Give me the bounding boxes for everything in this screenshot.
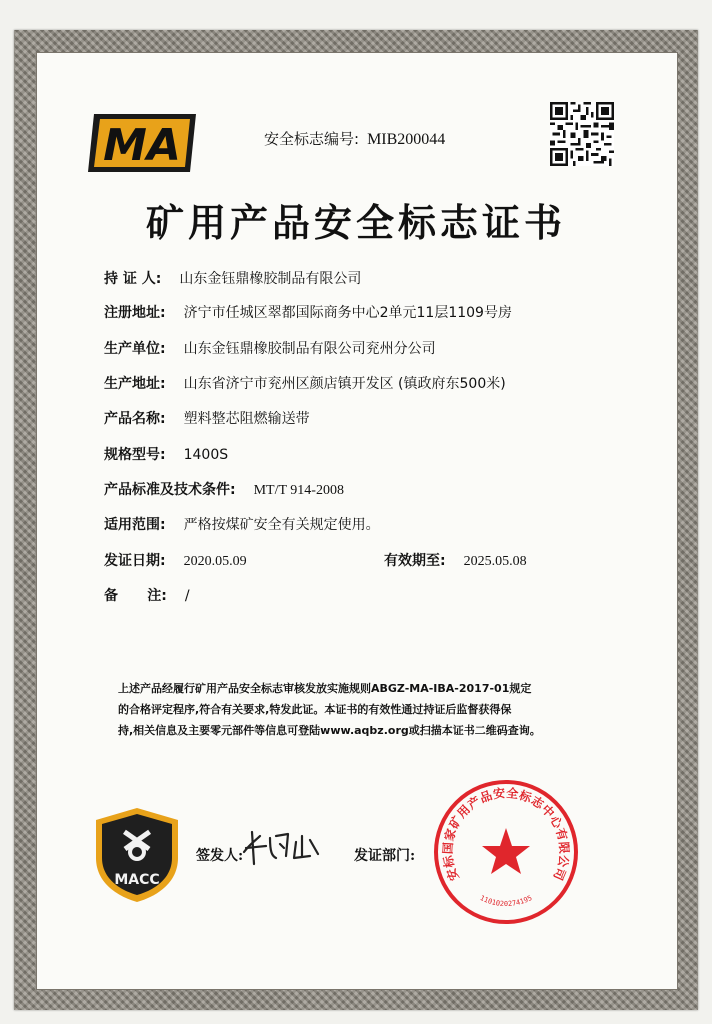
notice-line-3: 持,相关信息及主要零元部件等信息可登陆www.aqbz.org或扫描本证书二维码查询。: [118, 724, 541, 737]
production-address-row: [104, 373, 506, 393]
scope-label: 适用范围:: [104, 517, 166, 533]
producer-value: 山东金钰鼎橡胶制品有限公司兖州分公司: [183, 341, 436, 357]
issuing-dept-label: 发证部门:: [354, 848, 416, 864]
signer-label: 签发人:: [196, 848, 244, 864]
official-red-seal: [430, 776, 582, 928]
producer-label: 生产单位:: [104, 341, 166, 357]
holder-label: 持 证 人:: [104, 271, 162, 287]
cert-no-value: MIB200044: [367, 131, 446, 148]
prod-addr-value: 山东省济宁市兖州区颜店镇开发区 (镇政府东500米): [183, 376, 506, 392]
product-name-row: [104, 408, 310, 428]
standard-label: 产品标准及技术条件:: [104, 482, 236, 498]
producer-row: [104, 338, 436, 358]
macc-shield-logo: [94, 806, 180, 904]
registered-address-row: [104, 302, 512, 322]
qr-code-icon: [550, 102, 614, 166]
ma-logo: [86, 112, 198, 174]
product-value: 塑料整芯阻燃输送带: [183, 411, 310, 427]
prod-addr-label: 生产地址:: [104, 376, 166, 392]
valid-until-row: [384, 550, 527, 570]
signature: [236, 822, 328, 870]
standard-row: [104, 479, 344, 499]
certificate-notice: [118, 678, 650, 741]
certificate-number: [264, 128, 445, 149]
remark-value: /: [184, 588, 190, 604]
product-label: 产品名称:: [104, 411, 166, 427]
macc-text: MACC: [114, 872, 160, 888]
seal-text: 安标国家矿用产品安全标志中心有限公司: [440, 785, 572, 883]
notice-line-2: 的合格评定程序,符合有关要求,特发此证。本证书的有效性通过持证后监督获得保: [118, 703, 512, 716]
remark-row: [104, 585, 190, 605]
issue-date-row: [104, 550, 247, 570]
remark-label: 备 注:: [104, 588, 167, 604]
valid-until-label: 有效期至:: [384, 553, 446, 569]
notice-line-1: 上述产品经履行矿用产品安全标志审核发放实施规则ABGZ-MA-IBA-2017-01规定: [118, 682, 532, 695]
issue-date-label: 发证日期:: [104, 553, 166, 569]
valid-until-value: 2025.05.08: [463, 554, 527, 569]
cert-no-label: 安全标志编号:: [264, 130, 360, 148]
standard-value: MT/T 914-2008: [253, 483, 344, 498]
certificate-title: 矿用产品安全标志证书: [145, 200, 566, 245]
model-row: [104, 444, 228, 464]
scope-value: 严格按煤矿安全有关规定使用。: [183, 517, 380, 533]
holder-value: 山东金钰鼎橡胶制品有限公司: [179, 271, 362, 287]
issue-date-value: 2020.05.09: [183, 554, 247, 569]
scope-row: [104, 514, 380, 534]
model-value: 1400S: [183, 447, 229, 463]
seal-number: 1101020274195: [478, 894, 534, 909]
reg-addr-value: 济宁市任城区翠都国际商务中心2单元11层1109号房: [183, 305, 512, 321]
holder-row: [104, 268, 361, 288]
svg-text:1101020274195: [479, 894, 534, 908]
model-label: 规格型号:: [104, 447, 166, 463]
ma-logo-text: MA: [103, 120, 181, 171]
reg-addr-label: 注册地址:: [104, 305, 166, 321]
